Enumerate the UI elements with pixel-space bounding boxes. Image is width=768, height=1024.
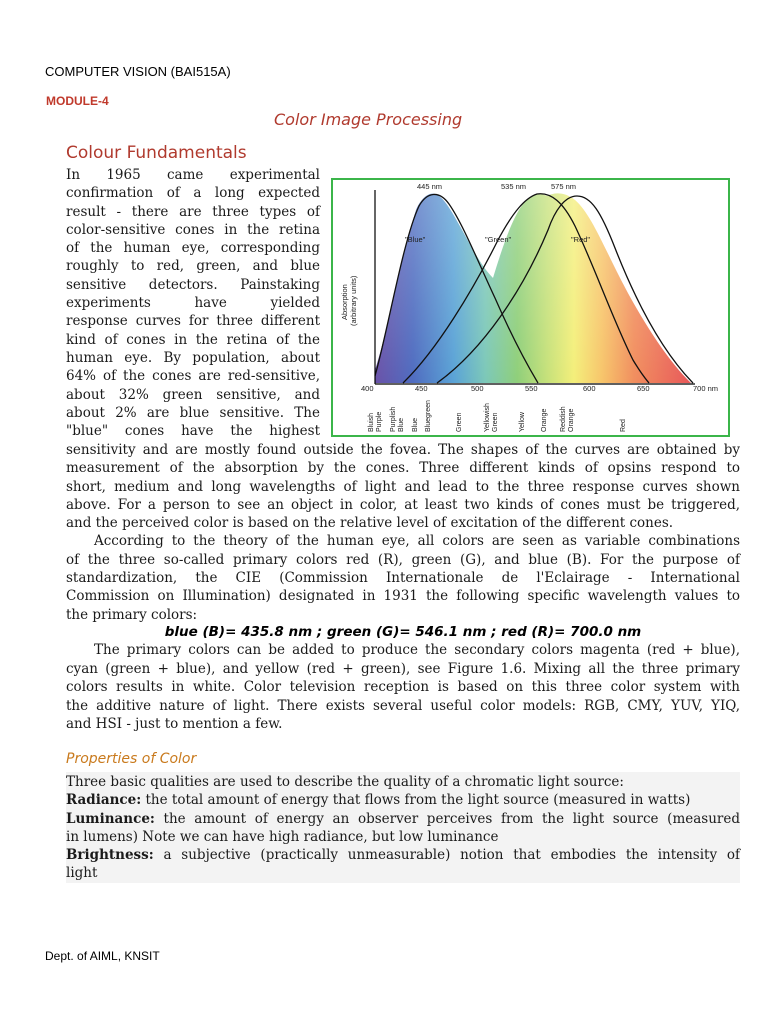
text-line: roughly to red, green, and blue	[66, 258, 320, 275]
text-line: about 32% green sensitive, and	[66, 386, 320, 403]
text-line: human eye. By population, about	[66, 349, 320, 366]
section-heading-colour-fundamentals: Colour Fundamentals	[66, 143, 247, 163]
luminance-definition-cont: in lumens) Note we can have high radiance, but low luminance	[66, 828, 499, 845]
color-name-label: Orange	[541, 408, 548, 432]
text-line: measurement of the absorption by the cones. Three different kinds of opsins respond to	[66, 460, 740, 477]
radiance-term: Radiance:	[66, 792, 142, 809]
luminance-text: the amount of energy an observer perceives from the light source (measured	[154, 810, 740, 827]
curve-label-blue: "Blue"	[405, 235, 426, 244]
intro-paragraph-left	[66, 166, 320, 440]
secondary-colors-paragraph	[66, 641, 740, 734]
color-name-label: Yellowish	[484, 403, 491, 432]
color-name-label: Purple	[376, 411, 383, 432]
text-line: "blue" cones have the highest	[66, 423, 320, 440]
text-line: above. For a person to see an object in color, at least two kinds of cones must be triggered,	[66, 496, 740, 513]
text-line: result - there are three types of	[66, 203, 320, 220]
brightness-term: Brightness:	[66, 847, 154, 864]
text-line: of the human eye, corresponding	[66, 240, 320, 257]
x-tick-label: 500	[471, 384, 484, 393]
text-line: response curves for three different	[66, 313, 320, 330]
x-tick-label: 650	[637, 384, 650, 393]
text-line: and the perceived color is based on the relative level of excitation of the different cones.	[66, 515, 674, 532]
color-name-label: Blue	[412, 417, 419, 432]
text-line: The primary colors can be added to produce the secondary colors magenta (red + blue),	[94, 642, 740, 658]
x-tick-label: 550	[525, 384, 538, 393]
curve-label-green: "Green"	[485, 235, 512, 244]
radiance-text: the total amount of energy that flows from the light source (measured in watts)	[141, 792, 691, 809]
peak-label: 575 nm	[551, 182, 577, 191]
text-line: In 1965 came experimental	[66, 167, 320, 183]
text-line: colors results in white. Color television reception is based on this three color system with	[66, 679, 740, 695]
text-line: cyan (green + blue), and yellow (red + green), see Figure 1.6. Mixing all the three primary	[66, 660, 740, 677]
color-name-label: Yellow	[519, 412, 526, 432]
footer-department: Dept. of AIML, KNSIT	[45, 949, 160, 963]
module-label: MODULE-4	[46, 94, 109, 108]
body-paragraph	[66, 441, 740, 624]
spectrum-fade	[375, 193, 691, 383]
color-name-label: Green	[492, 412, 499, 432]
text-line: 64% of the cones are red-sensitive,	[66, 368, 320, 385]
color-name-label: Orange	[568, 408, 575, 432]
primary-wavelength-formula: blue (B)= 435.8 nm ; green (G)= 546.1 nm ; red (R)= 700.0 nm	[164, 624, 642, 640]
peak-label: 445 nm	[417, 182, 443, 191]
text-line: short, medium and long wavelengths of light and lead to the three response curves shown	[66, 478, 740, 495]
text-line: the additive nature of light. There exists several useful color models: RGB, CMY, YUV, YIQ,	[66, 697, 740, 714]
text-line: color-sensitive cones in the retina	[66, 221, 320, 238]
luminance-definition	[66, 810, 740, 828]
color-name-labels	[368, 400, 627, 432]
x-tick-label: 400	[361, 384, 374, 393]
properties-intro: Three basic qualities are used to describe the quality of a chromatic light source:	[66, 774, 624, 790]
text-line: the primary colors:	[66, 606, 198, 623]
color-name-label: Bluegreen	[425, 400, 432, 432]
x-tick-label: 700 nm	[693, 384, 719, 393]
cone-absorption-figure	[331, 178, 730, 437]
brightness-definition-cont: light	[66, 865, 98, 882]
color-name-label: Green	[456, 412, 463, 432]
cone-absorption-chart	[333, 180, 728, 435]
text-line: about 2% are blue sensitive. The	[66, 404, 320, 421]
text-line: sensitivity and are mostly found outside the fovea. The shapes of the curves are obtained by	[66, 442, 740, 458]
text-line: of the three so-called primary colors red (R), green (G), and blue (B). For the purpose of	[66, 551, 740, 568]
color-name-label: Reddish	[560, 406, 567, 432]
chapter-title: Color Image Processing	[274, 110, 463, 129]
text-line: standardization, the CIE (Commission Internationale de l'Eclairage - International	[66, 570, 740, 587]
color-name-label: Bluish	[368, 412, 375, 432]
text-line: sensitive detectors. Painstaking	[66, 276, 320, 293]
text-line: confirmation of a long expected	[66, 185, 320, 202]
course-title: COMPUTER VISION (BAI515A)	[45, 64, 231, 79]
color-name-label: Blue	[398, 417, 405, 432]
text-line: and HSI - just to mention a few.	[66, 716, 283, 732]
curve-label-red: "Red"	[571, 235, 591, 244]
text-line: kind of cones in the retina of the	[66, 331, 320, 348]
y-axis-label-units: (arbitrary units)	[349, 275, 358, 326]
text-line: experiments have yielded	[66, 295, 320, 312]
luminance-term: Luminance:	[66, 810, 155, 827]
color-name-label: Purplish	[390, 406, 397, 432]
brightness-text: a subjective (practically unmeasurable) notion that embodies the intensity of	[153, 847, 740, 864]
x-tick-label: 600	[583, 384, 596, 393]
section-heading-properties-of-color: Properties of Color	[66, 751, 197, 767]
text-line: Commission on Illumination) designated in 1931 the following specific wavelength values to	[66, 588, 740, 605]
peak-label: 535 nm	[501, 182, 527, 191]
color-name-label: Red	[620, 419, 627, 432]
text-line: According to the theory of the human eye, all colors are seen as variable combinations	[94, 533, 740, 550]
y-axis-label: Absorption	[340, 284, 349, 320]
x-tick-label: 450	[415, 384, 428, 393]
radiance-definition	[66, 791, 740, 809]
brightness-definition	[66, 846, 740, 864]
properties-list	[66, 772, 740, 883]
